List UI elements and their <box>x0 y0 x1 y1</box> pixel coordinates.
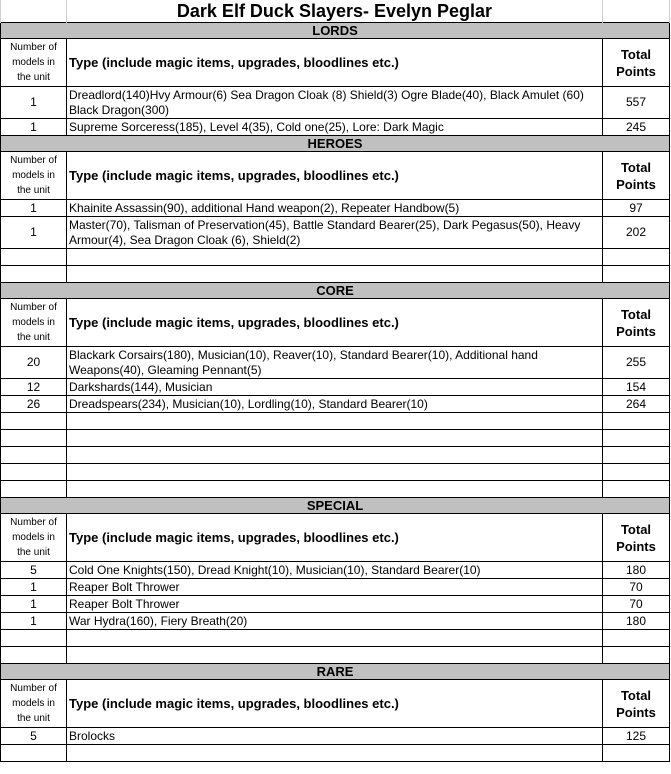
unit-points[interactable]: 255 <box>603 347 670 379</box>
unit-count[interactable]: 1 <box>1 200 67 217</box>
empty-row[interactable] <box>1 745 670 762</box>
empty-cell[interactable] <box>67 630 603 647</box>
unit-points[interactable]: 125 <box>603 728 670 745</box>
empty-cell[interactable] <box>1 413 67 430</box>
empty-cell[interactable] <box>67 249 603 266</box>
unit-desc[interactable]: Dreadspears(234), Musician(10), Lordling(10), Standard Bearer(10) <box>67 396 603 413</box>
unit-count[interactable]: 1 <box>1 217 67 249</box>
empty-cell[interactable] <box>603 266 670 283</box>
table-row[interactable] <box>1 347 670 379</box>
section-label: RARE <box>1 664 670 680</box>
unit-count[interactable]: 5 <box>1 562 67 579</box>
unit-count[interactable]: 1 <box>1 596 67 613</box>
header-type: Type (include magic items, upgrades, bloodlines etc.) <box>67 299 603 347</box>
empty-cell[interactable] <box>67 430 603 447</box>
table-row[interactable] <box>1 119 670 136</box>
unit-desc[interactable]: Supreme Sorceress(185), Level 4(35), Cold one(25), Lore: Dark Magic <box>67 119 603 136</box>
header-points: Total Points <box>603 152 670 200</box>
header-type: Type (include magic items, upgrades, bloodlines etc.) <box>67 152 603 200</box>
header-number: Number of models in the unit <box>1 514 67 562</box>
unit-desc[interactable]: Master(70), Talisman of Preservation(45), Battle Standard Bearer(25), Dark Pegasus(50), Heavy Armour(4), Sea Dragon Cloak (6), Shield(2) <box>67 217 603 249</box>
empty-cell[interactable] <box>603 630 670 647</box>
unit-points[interactable]: 154 <box>603 379 670 396</box>
unit-points[interactable]: 264 <box>603 396 670 413</box>
column-header-row <box>1 39 670 87</box>
unit-desc[interactable]: Reaper Bolt Thrower <box>67 596 603 613</box>
empty-row[interactable] <box>1 249 670 266</box>
unit-desc[interactable]: Cold One Knights(150), Dread Knight(10), Musician(10), Standard Bearer(10) <box>67 562 603 579</box>
header-type: Type (include magic items, upgrades, bloodlines etc.) <box>67 680 603 728</box>
unit-desc[interactable]: Blackark Corsairs(180), Musician(10), Reaver(10), Standard Bearer(10), Additional hand Weapons(40), Gleaming Pennant(5) <box>67 347 603 379</box>
empty-row[interactable] <box>1 464 670 481</box>
empty-cell[interactable] <box>603 430 670 447</box>
unit-count[interactable]: 1 <box>1 613 67 630</box>
column-header-row <box>1 299 670 347</box>
empty-cell[interactable] <box>67 647 603 664</box>
header-points: Total Points <box>603 299 670 347</box>
empty-cell[interactable] <box>603 447 670 464</box>
unit-count[interactable]: 1 <box>1 87 67 119</box>
empty-row[interactable] <box>1 266 670 283</box>
table-row[interactable] <box>1 87 670 119</box>
empty-cell[interactable] <box>603 413 670 430</box>
empty-cell[interactable] <box>1 266 67 283</box>
unit-points[interactable]: 180 <box>603 613 670 630</box>
section-label: HEROES <box>1 136 670 152</box>
unit-desc[interactable]: Darkshards(144), Musician <box>67 379 603 396</box>
empty-cell[interactable] <box>1 745 67 762</box>
empty-row[interactable] <box>1 647 670 664</box>
unit-points[interactable]: 557 <box>603 87 670 119</box>
empty-row[interactable] <box>1 413 670 430</box>
unit-count[interactable]: 1 <box>1 579 67 596</box>
empty-cell[interactable] <box>1 430 67 447</box>
section-header-core <box>1 283 670 299</box>
header-points: Total Points <box>603 39 670 87</box>
empty-cell[interactable] <box>603 745 670 762</box>
unit-points[interactable]: 245 <box>603 119 670 136</box>
empty-cell[interactable] <box>1 647 67 664</box>
empty-cell[interactable] <box>603 249 670 266</box>
title-row <box>1 0 670 23</box>
column-header-row <box>1 152 670 200</box>
title-spacer <box>1 0 67 23</box>
table-row[interactable] <box>1 379 670 396</box>
header-points: Total Points <box>603 680 670 728</box>
section-header-lords <box>1 23 670 39</box>
empty-cell[interactable] <box>603 481 670 498</box>
unit-count[interactable]: 5 <box>1 728 67 745</box>
unit-desc[interactable]: War Hydra(160), Fiery Breath(20) <box>67 613 603 630</box>
empty-row[interactable] <box>1 430 670 447</box>
unit-desc[interactable]: Dreadlord(140)Hvy Armour(6) Sea Dragon Cloak (8) Shield(3) Ogre Blade(40), Black Amulet (60) Black Dragon(300) <box>67 87 603 119</box>
empty-cell[interactable] <box>67 266 603 283</box>
unit-points[interactable]: 202 <box>603 217 670 249</box>
page-title: Dark Elf Duck Slayers- Evelyn Peglar <box>67 0 603 23</box>
empty-cell[interactable] <box>67 745 603 762</box>
header-number: Number of models in the unit <box>1 152 67 200</box>
table-row[interactable] <box>1 217 670 249</box>
header-number: Number of models in the unit <box>1 39 67 87</box>
unit-desc[interactable]: Reaper Bolt Thrower <box>67 579 603 596</box>
empty-cell[interactable] <box>603 464 670 481</box>
title-spacer <box>603 0 670 23</box>
table-row[interactable] <box>1 396 670 413</box>
empty-cell[interactable] <box>1 249 67 266</box>
empty-cell[interactable] <box>1 447 67 464</box>
table-row[interactable] <box>1 200 670 217</box>
section-header-rare <box>1 664 670 680</box>
unit-points[interactable]: 180 <box>603 562 670 579</box>
section-label: SPECIAL <box>1 498 670 514</box>
empty-cell[interactable] <box>1 481 67 498</box>
header-number: Number of models in the unit <box>1 680 67 728</box>
header-type: Type (include magic items, upgrades, bloodlines etc.) <box>67 514 603 562</box>
unit-points[interactable]: 70 <box>603 579 670 596</box>
section-label: LORDS <box>1 23 670 39</box>
section-header-special <box>1 498 670 514</box>
table-row[interactable] <box>1 613 670 630</box>
unit-desc[interactable]: Khainite Assassin(90), additional Hand weapon(2), Repeater Handbow(5) <box>67 200 603 217</box>
empty-cell[interactable] <box>67 481 603 498</box>
empty-row[interactable] <box>1 630 670 647</box>
empty-row[interactable] <box>1 481 670 498</box>
section-label: CORE <box>1 283 670 299</box>
header-points: Total Points <box>603 514 670 562</box>
empty-row[interactable] <box>1 447 670 464</box>
table-row[interactable] <box>1 596 670 613</box>
table-row[interactable] <box>1 728 670 745</box>
unit-desc[interactable]: Brolocks <box>67 728 603 745</box>
unit-count[interactable]: 26 <box>1 396 67 413</box>
section-header-heroes <box>1 136 670 152</box>
empty-cell[interactable] <box>1 630 67 647</box>
empty-cell[interactable] <box>67 413 603 430</box>
empty-cell[interactable] <box>67 464 603 481</box>
column-header-row <box>1 514 670 562</box>
unit-points[interactable]: 70 <box>603 596 670 613</box>
unit-count[interactable]: 12 <box>1 379 67 396</box>
empty-cell[interactable] <box>67 447 603 464</box>
table-row[interactable] <box>1 579 670 596</box>
column-header-row <box>1 680 670 728</box>
table-row[interactable] <box>1 562 670 579</box>
empty-cell[interactable] <box>1 464 67 481</box>
unit-points[interactable]: 97 <box>603 200 670 217</box>
header-number: Number of models in the unit <box>1 299 67 347</box>
unit-count[interactable]: 1 <box>1 119 67 136</box>
header-type: Type (include magic items, upgrades, bloodlines etc.) <box>67 39 603 87</box>
unit-count[interactable]: 20 <box>1 347 67 379</box>
empty-cell[interactable] <box>603 647 670 664</box>
